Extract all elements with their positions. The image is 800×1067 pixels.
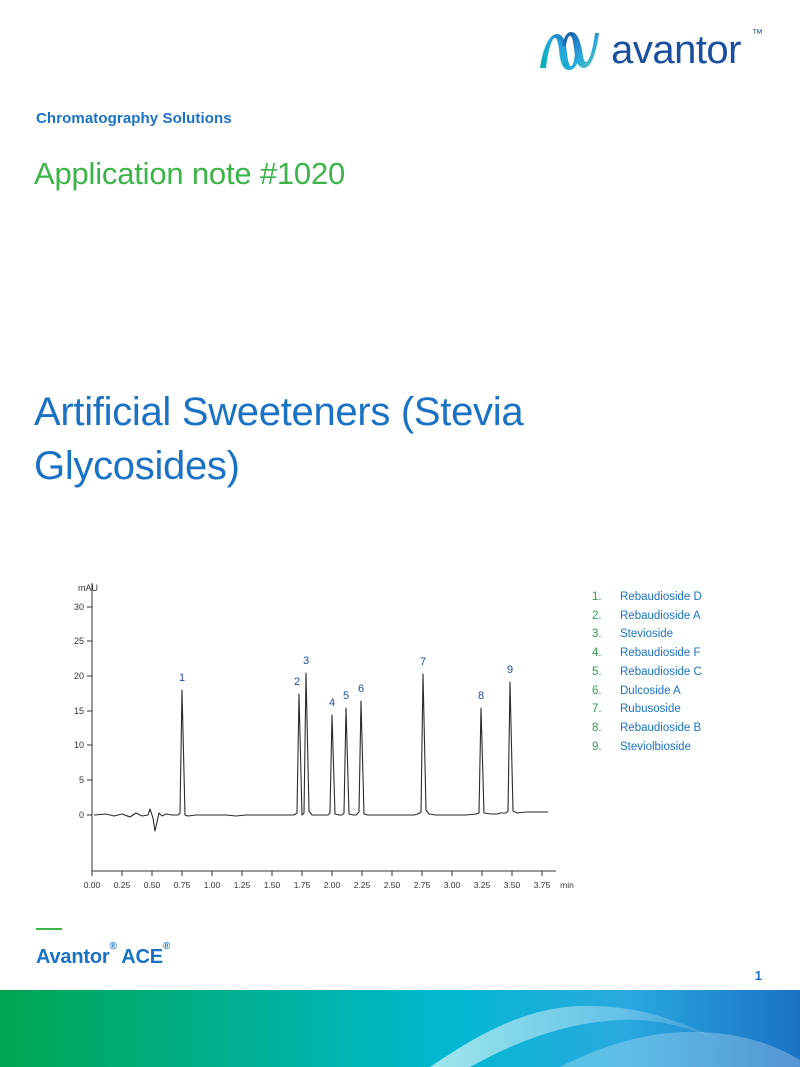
svg-text:15: 15: [73, 706, 84, 716]
svg-text:8: 8: [477, 690, 485, 702]
legend-label: Rebaudioside B: [620, 721, 702, 734]
svg-text:25: 25: [73, 636, 84, 646]
avantor-logo: [537, 28, 762, 72]
avantor-logo-text: avantor: [611, 28, 741, 72]
legend-label: Steviolbioside: [620, 740, 691, 753]
svg-text:0.50: 0.50: [143, 880, 161, 890]
legend-number: 8.: [592, 721, 602, 734]
svg-text:9: 9: [506, 664, 514, 676]
list-item: [592, 738, 782, 757]
svg-text:3.50: 3.50: [503, 880, 521, 890]
svg-text:4: 4: [328, 697, 336, 709]
svg-text:2: 2: [293, 676, 301, 688]
page-number: 1: [754, 968, 762, 983]
chromatogram-chart: [36, 575, 581, 905]
svg-text:3.00: 3.00: [443, 880, 461, 890]
svg-text:2.75: 2.75: [413, 880, 431, 890]
footer-brand-product: ACE: [116, 946, 163, 968]
legend-number: 5.: [592, 665, 602, 678]
svg-text:5: 5: [342, 690, 350, 702]
legend-number: 3.: [592, 628, 602, 641]
chromatogram-svg: [36, 575, 581, 905]
svg-text:1.25: 1.25: [233, 880, 251, 890]
svg-text:20: 20: [73, 671, 84, 681]
svg-text:7: 7: [419, 656, 427, 668]
svg-text:10: 10: [73, 740, 84, 750]
svg-text:0.25: 0.25: [113, 880, 131, 890]
svg-text:1.50: 1.50: [263, 880, 281, 890]
trademark-symbol: ™: [752, 28, 763, 40]
peak-legend: [592, 588, 782, 756]
list-item: [592, 588, 782, 607]
section-kicker: Chromatography Solutions: [36, 110, 232, 127]
footer-divider: [36, 928, 62, 930]
registered-symbol: ®: [109, 940, 117, 952]
footer-banner: [0, 990, 800, 1067]
svg-text:1.75: 1.75: [293, 880, 311, 890]
svg-text:5: 5: [78, 775, 84, 785]
legend-number: 2.: [592, 609, 602, 622]
list-item: [592, 644, 782, 663]
legend-label: Rubusoside: [620, 703, 681, 716]
application-note-number: Application note #1020: [34, 156, 346, 191]
legend-label: Rebaudioside C: [620, 665, 702, 678]
svg-text:3: 3: [302, 655, 310, 667]
legend-number: 1.: [592, 591, 602, 603]
svg-text:30: 30: [73, 602, 84, 612]
svg-text:2.00: 2.00: [323, 880, 341, 890]
legend-label: Rebaudioside A: [620, 609, 701, 622]
page-title: Artificial Sweeteners (Stevia Glycosides): [34, 389, 524, 488]
legend-number: 9.: [592, 740, 602, 753]
footer-brand-name: Avantor: [36, 946, 110, 968]
legend-number: 6.: [592, 684, 602, 697]
avantor-wave-logo-icon: [537, 28, 601, 72]
legend-label: Stevioside: [620, 628, 674, 641]
svg-text:3.75: 3.75: [533, 880, 551, 890]
list-item: [592, 719, 782, 738]
svg-text:0: 0: [78, 810, 84, 820]
legend-label: Dulcoside A: [620, 684, 681, 697]
svg-text:0.75: 0.75: [173, 880, 191, 890]
list-item: [592, 663, 782, 682]
legend-number: 4.: [592, 647, 602, 660]
svg-text:2.50: 2.50: [383, 880, 401, 890]
legend-label: Rebaudioside F: [620, 647, 701, 660]
svg-text:mAU: mAU: [78, 583, 98, 593]
svg-text:6: 6: [357, 683, 365, 695]
svg-text:1.00: 1.00: [203, 880, 221, 890]
list-item: [592, 607, 782, 626]
list-item: [592, 625, 782, 644]
svg-text:2.25: 2.25: [353, 880, 371, 890]
list-item: [592, 700, 782, 719]
svg-text:3.25: 3.25: [473, 880, 491, 890]
svg-text:0.00: 0.00: [83, 880, 101, 890]
footer-brand: [36, 940, 171, 969]
list-item: [592, 682, 782, 701]
registered-symbol: ®: [162, 940, 171, 952]
legend-number: 7.: [592, 703, 602, 716]
legend-label: Rebaudioside D: [620, 591, 702, 603]
svg-text:min: min: [560, 880, 574, 890]
svg-text:1: 1: [178, 672, 186, 684]
